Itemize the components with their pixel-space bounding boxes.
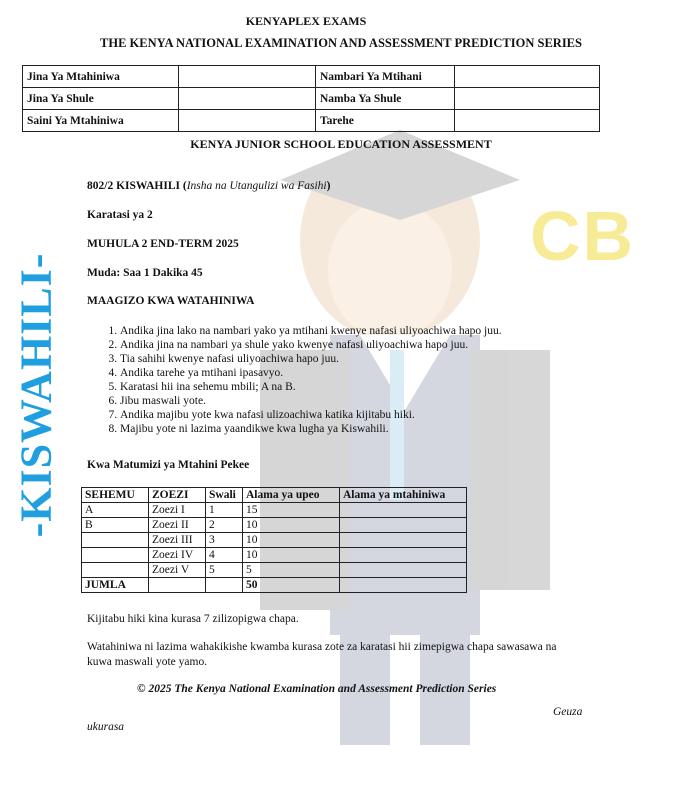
- table-cell: 2: [206, 518, 243, 533]
- score-input-cell[interactable]: [340, 533, 467, 548]
- list-item: 7. Andika majibu yote kwa nafasi ulizoachiwa katika kijitabu hiki.: [120, 408, 620, 422]
- table-cell: Zoezi V: [149, 563, 206, 578]
- score-input-cell[interactable]: [340, 503, 467, 518]
- duration-label: Muda: Saa 1 Dakika 45: [87, 267, 203, 279]
- candidate-name-label: Jina Ya Mtahiniwa: [23, 66, 179, 88]
- total-row: [82, 578, 467, 593]
- table-cell: 4: [206, 548, 243, 563]
- school-name-label: Jina Ya Shule: [23, 88, 179, 110]
- table-cell: [82, 548, 149, 563]
- table-row: [82, 518, 467, 533]
- table-cell: 10: [243, 518, 340, 533]
- table-row: [82, 563, 467, 578]
- turn-over-label: Geuza: [553, 706, 583, 718]
- list-item: 5. Karatasi hii ina sehemu mbili; A na B.: [120, 380, 620, 394]
- date-field[interactable]: [455, 110, 600, 132]
- date-label: Tarehe: [316, 110, 455, 132]
- candidate-details-table: [22, 65, 600, 132]
- table-row: [23, 66, 600, 88]
- score-input-cell[interactable]: [340, 548, 467, 563]
- table-cell: 15: [243, 503, 340, 518]
- paper-number: Karatasi ya 2: [87, 209, 153, 221]
- cbc-watermark: CB: [530, 197, 636, 275]
- check-note: Watahiniwa ni lazima wahakikishe kwamba kurasa zote za karatasi hii zimepigwa chapa sawasawa na kuwa maswali yote yamo.: [87, 641, 557, 668]
- list-item: 3. Tia sahihi kwenye nafasi uliyoachiwa hapo juu.: [120, 352, 620, 366]
- table-row: [82, 533, 467, 548]
- table-cell: 5: [206, 563, 243, 578]
- table-cell: Zoezi IV: [149, 548, 206, 563]
- header-cell: Swali: [206, 488, 243, 503]
- list-item: 6. Jibu maswali yote.: [120, 394, 620, 408]
- examiner-use-heading: Kwa Matumizi ya Mtahini Pekee: [87, 459, 250, 471]
- paper-code: 802/2 KISWAHILI (Insha na Utangulizi wa Fasihi): [87, 180, 331, 192]
- score-input-cell[interactable]: [340, 518, 467, 533]
- header-cell: Alama ya mtahiniwa: [340, 488, 467, 503]
- org-title: KENYAPLEX EXAMS: [245, 14, 367, 28]
- table-cell: 5: [243, 563, 340, 578]
- series-title: THE KENYA NATIONAL EXAMINATION AND ASSESSMENT PREDICTION SERIES: [100, 36, 582, 50]
- list-item: 1. Andika jina lako na nambari yako ya mtihani kwenye nafasi uliyoachiwa hapo juu.: [120, 324, 620, 338]
- pages-note: Kijitabu hiki kina kurasa 7 zilizopigwa chapa.: [87, 613, 299, 625]
- table-cell: Zoezi II: [149, 518, 206, 533]
- turn-over-label-cont: ukurasa: [87, 721, 125, 733]
- table-row: [82, 503, 467, 518]
- signature-label: Saini Ya Mtahiniwa: [23, 110, 179, 132]
- table-cell: 1: [206, 503, 243, 518]
- table-cell: 10: [243, 533, 340, 548]
- table-cell: A: [82, 503, 149, 518]
- signature-field[interactable]: [179, 110, 316, 132]
- school-name-field[interactable]: [179, 88, 316, 110]
- score-input-cell[interactable]: [340, 563, 467, 578]
- marks-table: [81, 487, 467, 593]
- table-cell: Zoezi I: [149, 503, 206, 518]
- list-item: 2. Andika jina na nambari ya shule yako kwenye nafasi uliyoachiwa hapo juu.: [120, 338, 620, 352]
- header-cell: Alama ya upeo: [243, 488, 340, 503]
- table-header-row: [82, 488, 467, 503]
- total-score-cell[interactable]: [340, 578, 467, 593]
- candidate-name-field[interactable]: [179, 66, 316, 88]
- table-row: [23, 110, 600, 132]
- school-number-label: Namba Ya Shule: [316, 88, 455, 110]
- table-cell: Zoezi III: [149, 533, 206, 548]
- list-item: 8. Majibu yote ni lazima yaandikwe kwa lugha ya Kiswahili.: [120, 422, 620, 436]
- instructions-heading: MAAGIZO KWA WATAHINIWA: [87, 295, 255, 307]
- term-label: MUHULA 2 END-TERM 2025: [87, 238, 239, 250]
- school-number-field[interactable]: [455, 88, 600, 110]
- header-cell: ZOEZI: [149, 488, 206, 503]
- table-cell: [82, 533, 149, 548]
- subject-side-label: -KISWAHILI-: [11, 252, 61, 538]
- list-item: 4. Andika tarehe ya mtihani ipasavyo.: [120, 366, 620, 380]
- instructions-list: [87, 324, 620, 436]
- copyright-line: © 2025 The Kenya National Examination and Assessment Prediction Series: [137, 683, 497, 695]
- table-cell: 10: [243, 548, 340, 563]
- table-cell: B: [82, 518, 149, 533]
- table-cell: 50: [243, 578, 340, 593]
- table-cell: [206, 578, 243, 593]
- header-cell: SEHEMU: [82, 488, 149, 503]
- table-row: [82, 548, 467, 563]
- assessment-title: KENYA JUNIOR SCHOOL EDUCATION ASSESSMENT: [190, 137, 492, 151]
- table-cell: [149, 578, 206, 593]
- index-number-field[interactable]: [455, 66, 600, 88]
- table-cell: [82, 563, 149, 578]
- index-number-label: Nambari Ya Mtihani: [316, 66, 455, 88]
- paper-subtitle: Insha na Utangulizi wa Fasihi: [186, 180, 327, 192]
- table-cell: 3: [206, 533, 243, 548]
- table-cell: JUMLA: [82, 578, 149, 593]
- table-row: [23, 88, 600, 110]
